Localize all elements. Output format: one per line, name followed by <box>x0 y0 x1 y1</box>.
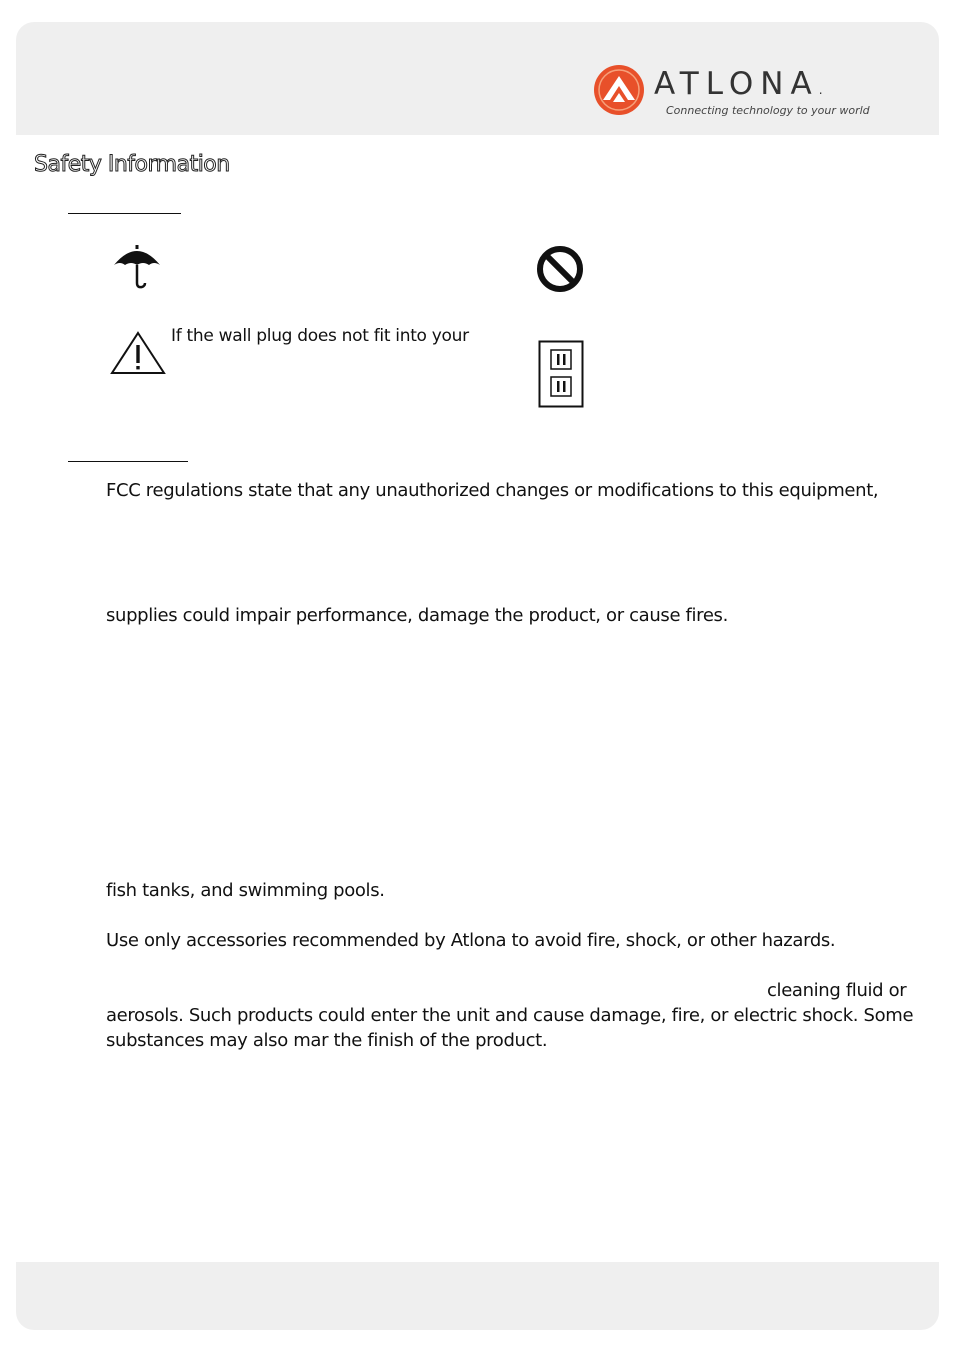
page-title: Safety Information <box>34 152 230 177</box>
umbrella-icon <box>112 243 162 289</box>
cleaning-paragraph: aerosols. Such products could enter the unit and cause damage, fire, or electric shock. Some <box>106 1005 914 1026</box>
section-rule <box>68 461 188 462</box>
footer-band <box>16 1262 939 1330</box>
brand-tagline: Connecting technology to your world <box>666 104 870 117</box>
no-sign-icon <box>536 245 584 293</box>
brand-name: ATLONA. <box>654 66 823 102</box>
cleaning-paragraph: cleaning fluid or <box>767 980 907 1001</box>
section-rule <box>68 213 181 214</box>
water-paragraph: fish tanks, and swimming pools. <box>106 880 385 901</box>
fcc-paragraph: FCC regulations state that any unauthorized changes or modifications to this equipment, <box>106 480 879 501</box>
cleaning-paragraph: substances may also mar the finish of the product. <box>106 1030 548 1051</box>
atlona-logo-icon <box>593 64 645 116</box>
plug-warning-text: If the wall plug does not fit into your <box>171 326 469 346</box>
warning-icon <box>110 330 166 376</box>
wall-outlet-icon <box>538 340 584 408</box>
power-supply-paragraph: supplies could impair performance, damage the product, or cause fires. <box>106 605 728 626</box>
accessories-paragraph: Use only accessories recommended by Atlona to avoid fire, shock, or other hazards. <box>106 930 836 951</box>
